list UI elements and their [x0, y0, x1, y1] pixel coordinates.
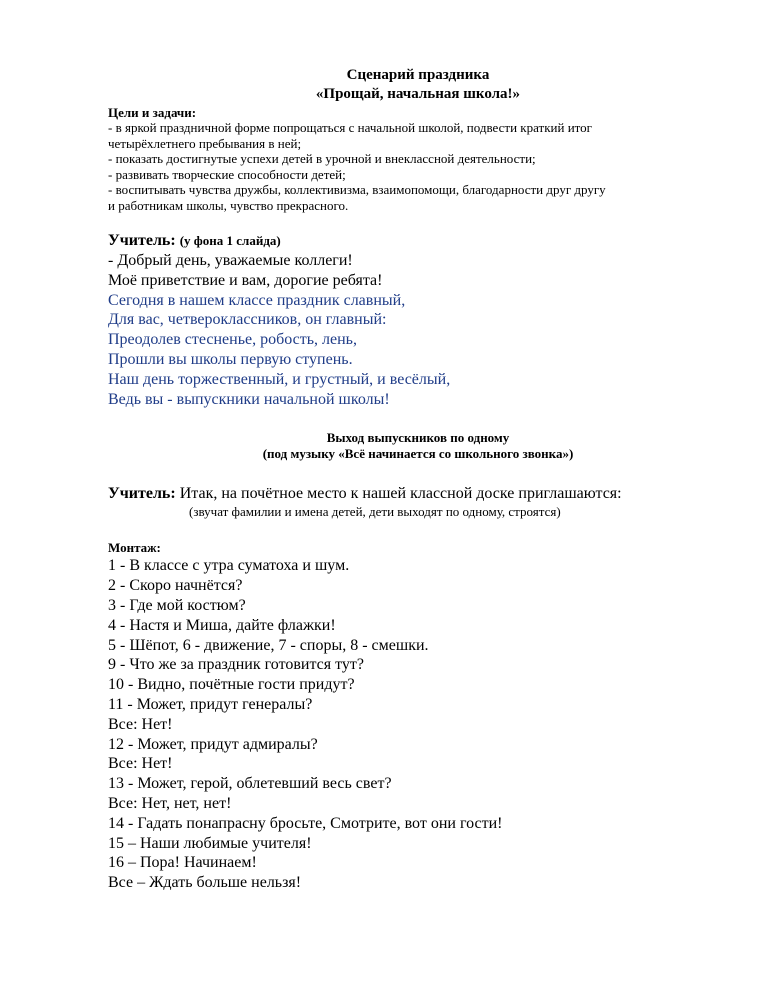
goal-line: - в яркой праздничной форме попрощаться с начальной школой, подвести краткий итог	[108, 120, 592, 135]
poem-line: Сегодня в нашем классе праздник славный,	[108, 291, 406, 309]
exit-line-1: Выход выпускников по одному	[326, 430, 510, 446]
montage-list	[108, 556, 728, 893]
montage-line: 11 - Может, придут генералы?	[108, 695, 313, 713]
goal-line: - показать достигнутые успехи детей в урочной и внеклассной деятельности;	[108, 151, 536, 166]
stage-note: (звучат фамилии и имена детей, дети выходят по одному, строятся)	[189, 504, 561, 520]
montage-line: 12 - Может, придут адмиралы?	[108, 735, 318, 753]
exit-line-2: (под музыку «Всё начинается со школьного звонка»)	[262, 446, 574, 462]
montage-line: 2 - Скоро начнётся?	[108, 577, 243, 595]
montage-line: 15 – Наши любимые учителя!	[108, 834, 312, 852]
document-title	[108, 66, 728, 104]
montage-line: 13 - Может, герой, облетевший весь свет?	[108, 775, 392, 793]
montage-line: 16 – Пора! Начинаем!	[108, 854, 257, 872]
speaker-label: Учитель:	[108, 232, 176, 249]
poem-line: Преодолев стесненье, робость, лень,	[108, 331, 357, 349]
speaker-label: Учитель:	[108, 485, 176, 503]
poem-line: Наш день торжественный, и грустный, и весёлый,	[108, 370, 451, 388]
montage-line: 10 - Видно, почётные гости придут?	[108, 676, 355, 694]
speech-line: Моё приветствие и вам, дорогие ребята!	[108, 271, 383, 289]
exit-heading	[108, 430, 728, 462]
montage-line: Все – Ждать больше нельзя!	[108, 874, 302, 892]
montage-line: 5 - Шёпот, 6 - движение, 7 - споры, 8 - смешки.	[108, 636, 429, 654]
montage-line: 9 - Что же за праздник готовится тут?	[108, 656, 364, 674]
goals-heading: Цели и задачи:	[108, 105, 197, 120]
montage-line: 4 - Настя и Миша, дайте флажки!	[108, 616, 336, 634]
montage-heading: Монтаж:	[108, 540, 161, 556]
teacher-intro-heading	[108, 231, 728, 251]
document-page	[108, 66, 728, 893]
montage-line: Все: Нет!	[108, 715, 173, 733]
speech-line: - Добрый день, уважаемые коллеги!	[108, 252, 353, 269]
invite-text: Итак, на почётное место к нашей классной доске приглашаются:	[175, 485, 622, 503]
goal-line: - воспитывать чувства дружбы, коллективизма, взаимопомощи, благодарности друг другу	[108, 182, 606, 197]
teacher-invite	[108, 484, 728, 504]
title-line-2: «Прощай, начальная школа!»	[315, 86, 521, 102]
montage-line: Все: Нет!	[108, 755, 173, 773]
title-line-1: Сценарий праздника	[346, 67, 490, 83]
poem-line: Прошли вы школы первую ступень.	[108, 350, 353, 368]
poem-line: Ведь вы - выпускники начальной школы!	[108, 390, 390, 408]
poem-line: Для вас, четвероклассников, он главный:	[108, 311, 387, 329]
goal-line: и работникам школы, чувство прекрасного.	[108, 197, 349, 213]
goals-list	[108, 120, 728, 213]
montage-line: 3 - Где мой костюм?	[108, 596, 246, 614]
goal-line: четырёхлетнего пребывания в ней;	[108, 135, 302, 151]
montage-line: 14 - Гадать понапрасну бросьте, Смотрите, вот они гости!	[108, 814, 503, 832]
montage-line: Все: Нет, нет, нет!	[108, 794, 232, 812]
montage-line: 1 - В классе с утра суматоха и шум.	[108, 557, 350, 575]
goal-line: - развивать творческие способности детей;	[108, 166, 346, 182]
stage-note: (у фона 1 слайда)	[179, 233, 281, 248]
